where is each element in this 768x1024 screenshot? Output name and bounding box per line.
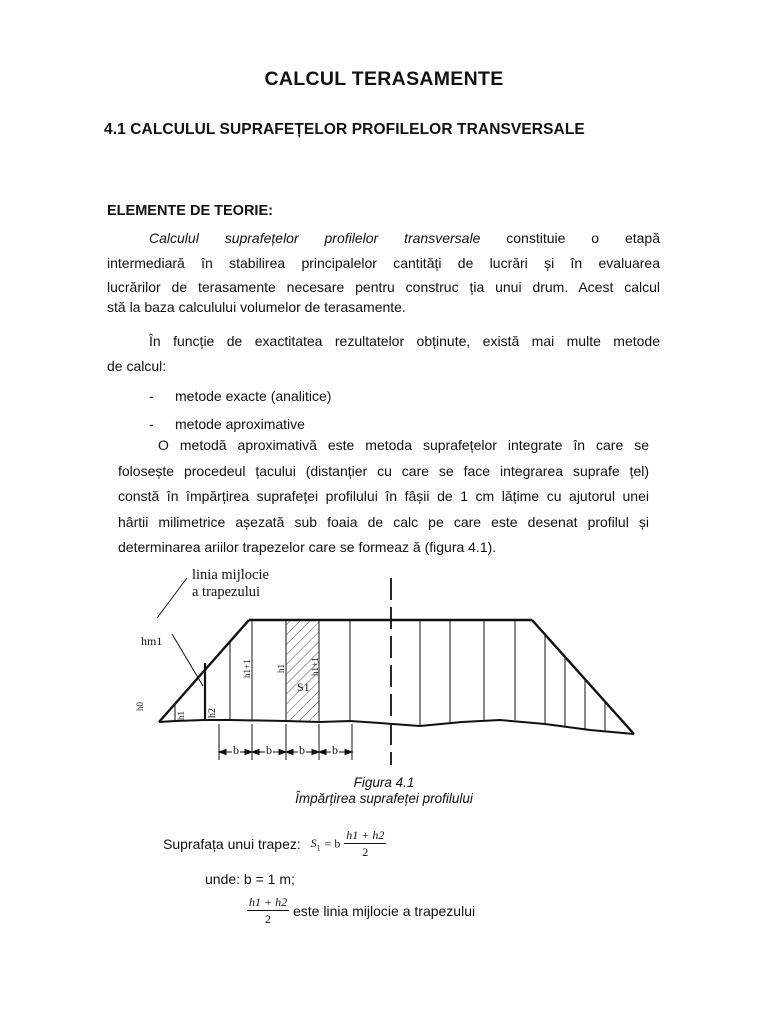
bullet-dash: - — [149, 416, 154, 432]
midline-definition — [247, 895, 475, 927]
midline-fraction — [247, 895, 289, 927]
formula-fraction — [344, 828, 386, 860]
where-b-equals: unde: b = 1 m; — [205, 871, 295, 887]
ground-line — [159, 720, 634, 734]
label-h0: h0 — [135, 702, 145, 711]
paragraph-approx-line-2: folosește procedeul țacului (distanțier cu care se face integrarea suprafe țel) — [118, 462, 649, 479]
page-title: CALCUL TERASAMENTE — [264, 68, 504, 90]
paragraph-approx-line-3: constă în împărțirea suprafeței profilului în fâșii de 1 cm lățime cu ajutorul unei — [118, 488, 649, 504]
subheading: ELEMENTE DE TEORIE: — [107, 203, 273, 219]
paragraph-methods-line-1: În funcție de exactitatea rezultatelor obținute, există mai multe metode — [149, 333, 660, 349]
label-h1-mid: h1 — [276, 664, 286, 673]
label-s1: S1 — [297, 680, 310, 694]
label-midline-2: a trapezului — [192, 584, 261, 600]
formula-denominator: 2 — [362, 845, 369, 859]
paragraph-intro-line-2: intermediară în stabilirea principalelor cantități de lucrări și în evaluarea — [107, 254, 660, 271]
paragraph-intro-line-4: stă la baza calculului volumelor de terasamente. — [107, 299, 406, 316]
label-hm1: hm1 — [141, 634, 163, 648]
label-b-4: b — [332, 743, 338, 757]
formula-equals-b: = b — [324, 836, 341, 851]
label-b-1: b — [233, 743, 239, 757]
formula-intro: Suprafața unui trapez: — [163, 836, 301, 852]
midline-text: este linia mijlocie a trapezului — [293, 903, 476, 919]
figure-number: Figura 4.1 — [353, 775, 415, 790]
formula-lhs: $S_1$ — [310, 835, 321, 853]
label-midline-1: linia mijlocie — [192, 567, 269, 583]
strip-verticals — [175, 620, 605, 731]
list-item-text: metode aproximative — [175, 416, 305, 432]
paragraph-methods-line-2: de calcul: — [107, 357, 167, 374]
paragraph-approx-line-5: determinarea ariilor trapezelor care se formeaz ă (figura 4.1). — [118, 539, 497, 555]
formula-trapezoid-area — [163, 828, 386, 868]
figure-caption: Împărțirea suprafeței profilului — [295, 791, 473, 806]
bullet-dash: - — [149, 388, 154, 404]
label-h1-plus-1-b: h1+1 — [310, 657, 320, 676]
label-b-2: b — [266, 743, 272, 757]
label-b-3: b — [299, 743, 305, 757]
midline-numerator: h1 + h2 — [249, 895, 288, 909]
label-h2: h2 — [207, 708, 218, 718]
list-item-text: metode exacte (analitice) — [175, 388, 332, 404]
formula-lhs-subscript: 1 — [316, 843, 321, 853]
paragraph-intro-line-3: lucrărilor de terasamente necesare pentru construc ția unui drum. Acest calcul — [107, 279, 660, 296]
paragraph-approx-line-1: O metodă aproximativă este metoda suprafețelor integrate în care se — [158, 437, 649, 453]
midline-denominator: 2 — [265, 912, 272, 926]
formula-numerator: h1 + h2 — [346, 828, 385, 842]
paragraph-approx-line-4: hârtii milimetrice așezată sub foaia de calc pe care este desenat profilul și — [118, 513, 649, 530]
label-h1-plus-1-a: h1+1 — [242, 659, 252, 678]
paragraph-intro-line-1-rest: constituie o etapă — [480, 230, 661, 246]
paragraph-intro-italic: Calculul suprafețelor profilelor transversale — [149, 230, 481, 246]
section-heading: 4.1 CALCULUL SUPRAFEȚELOR PROFILELOR TRANSVERSALE — [104, 121, 585, 138]
label-h1-left: h1 — [176, 711, 186, 720]
